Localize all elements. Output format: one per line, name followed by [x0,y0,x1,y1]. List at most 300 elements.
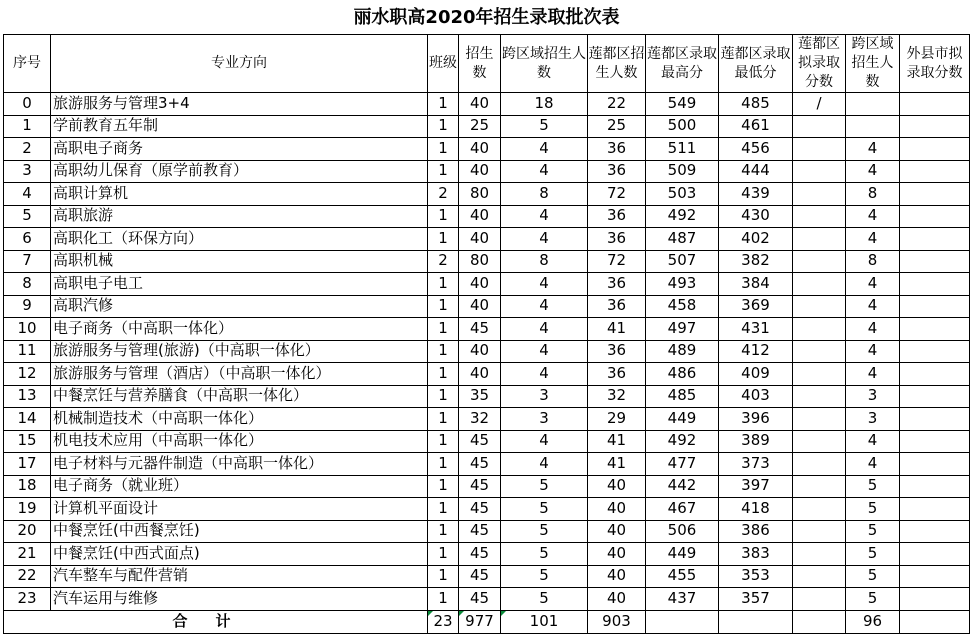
cell-liandu[interactable]: 36 [588,363,646,386]
cell-plan[interactable] [793,475,846,498]
cell-no[interactable]: 23 [4,588,51,611]
cell-max[interactable]: 487 [646,228,719,251]
cell-enroll[interactable]: 45 [459,543,501,566]
cell-cross2[interactable]: 4 [846,295,900,318]
cell-max[interactable]: 477 [646,453,719,476]
cell-min[interactable]: 353 [719,565,793,588]
table-row [4,453,970,476]
cell-max[interactable]: 503 [646,183,719,206]
cell-no[interactable]: 1 [4,115,51,138]
cell-classes[interactable]: 1 [428,408,459,431]
cell-cross[interactable]: 5 [501,543,588,566]
cell-classes[interactable]: 1 [428,588,459,611]
table-row [4,295,970,318]
cell-major[interactable]: 电子商务（就业班） [51,475,428,498]
cell-cross2[interactable]: 5 [846,520,900,543]
cell-county[interactable] [900,543,970,566]
header-no[interactable]: 序号 [4,35,51,93]
cell-cross2[interactable]: 4 [846,453,900,476]
cell-plan[interactable] [793,183,846,206]
cell-no[interactable]: 18 [4,475,51,498]
cell-county[interactable] [900,183,970,206]
cell-county[interactable] [900,93,970,116]
cell-min[interactable]: 397 [719,475,793,498]
table-row [4,340,970,363]
table-row [4,93,970,116]
cell-enroll[interactable]: 40 [459,295,501,318]
cell-major[interactable]: 中餐烹饪与营养膳食（中高职一体化） [51,385,428,408]
cell-county[interactable] [900,588,970,611]
cell-liandu[interactable]: 36 [588,295,646,318]
cell-cross[interactable]: 4 [501,363,588,386]
cell-plan[interactable] [793,408,846,431]
error-indicator-icon [501,611,506,616]
cell-max[interactable]: 442 [646,475,719,498]
cell-no[interactable]: 22 [4,565,51,588]
cell-county[interactable] [900,115,970,138]
cell-min[interactable]: 386 [719,520,793,543]
cell-major[interactable]: 高职电子电工 [51,273,428,296]
cell-cross[interactable]: 4 [501,453,588,476]
cell-max[interactable]: 506 [646,520,719,543]
cell-enroll[interactable]: 80 [459,183,501,206]
cell-plan[interactable] [793,318,846,341]
cell-classes[interactable]: 1 [428,340,459,363]
table-row [4,273,970,296]
cell-liandu[interactable]: 36 [588,205,646,228]
cell-major[interactable]: 高职电子商务 [51,138,428,161]
cell-liandu[interactable]: 36 [588,273,646,296]
cell-classes[interactable]: 1 [428,430,459,453]
cell-enroll[interactable]: 45 [459,453,501,476]
cell-cross2[interactable]: 3 [846,408,900,431]
cell-cross[interactable]: 3 [501,408,588,431]
cell-cross[interactable]: 4 [501,205,588,228]
cell-liandu[interactable]: 32 [588,385,646,408]
cell-enroll[interactable]: 32 [459,408,501,431]
cell-no[interactable]: 13 [4,385,51,408]
cell-cross[interactable]: 4 [501,228,588,251]
cell-classes[interactable]: 1 [428,453,459,476]
table-row [4,363,970,386]
cell-cross2[interactable]: 4 [846,138,900,161]
cell-cross2[interactable]: 4 [846,273,900,296]
cell-classes[interactable]: 2 [428,250,459,273]
cell-no[interactable]: 11 [4,340,51,363]
cell-max[interactable]: 509 [646,160,719,183]
total-row [4,610,970,633]
cell-classes[interactable]: 1 [428,205,459,228]
cell-plan[interactable] [793,588,846,611]
cell-cross[interactable]: 4 [501,318,588,341]
cell-cross[interactable]: 5 [501,588,588,611]
cell-min[interactable]: 444 [719,160,793,183]
cell-no[interactable]: 7 [4,250,51,273]
table-row [4,205,970,228]
cell-plan[interactable]: / [793,93,846,116]
cell-min[interactable]: 382 [719,250,793,273]
cell-county[interactable] [900,228,970,251]
cell-cross[interactable]: 4 [501,295,588,318]
cell-min[interactable]: 431 [719,318,793,341]
cell-cross2[interactable]: 5 [846,543,900,566]
cell-max[interactable]: 549 [646,93,719,116]
cell-cross[interactable]: 8 [501,183,588,206]
cell-enroll[interactable]: 45 [459,430,501,453]
cell-cross[interactable]: 5 [501,475,588,498]
cell-plan[interactable] [793,138,846,161]
cell-liandu[interactable]: 72 [588,250,646,273]
cell-major[interactable]: 机械制造技术（中高职一体化） [51,408,428,431]
cell-min[interactable]: 402 [719,228,793,251]
cell-classes[interactable]: 1 [428,475,459,498]
cell-max[interactable]: 485 [646,385,719,408]
header-plan[interactable]: 莲都区拟录取分数 [793,35,846,93]
cell-major[interactable]: 旅游服务与管理(旅游)（中高职一体化） [51,340,428,363]
cell-plan[interactable] [793,430,846,453]
cell-plan[interactable] [793,565,846,588]
header-enroll[interactable]: 招生数 [459,35,501,93]
table-row [4,318,970,341]
cell-county[interactable] [900,453,970,476]
cell-max[interactable]: 449 [646,408,719,431]
header-max[interactable]: 莲都区录取最高分 [646,35,719,93]
cell-max[interactable]: 493 [646,273,719,296]
header-min[interactable]: 莲都区录取最低分 [719,35,793,93]
cell-classes[interactable]: 1 [428,363,459,386]
cell-max[interactable]: 486 [646,363,719,386]
cell-classes[interactable]: 1 [428,295,459,318]
cell-enroll[interactable]: 40 [459,93,501,116]
cell-min[interactable]: 461 [719,115,793,138]
cell-classes[interactable]: 2 [428,183,459,206]
cell-min[interactable]: 456 [719,138,793,161]
cell-cross[interactable]: 4 [501,273,588,296]
cell-classes[interactable]: 1 [428,498,459,521]
error-indicator-icon [428,611,433,616]
cell-min[interactable]: 373 [719,453,793,476]
cell-liandu[interactable]: 36 [588,138,646,161]
cell-enroll[interactable]: 45 [459,565,501,588]
cell-enroll[interactable]: 45 [459,588,501,611]
cell-min[interactable]: 384 [719,273,793,296]
cell-major[interactable]: 高职机械 [51,250,428,273]
cell-max[interactable]: 507 [646,250,719,273]
cell-major[interactable]: 高职化工（环保方向） [51,228,428,251]
cell-county[interactable] [900,408,970,431]
cell-max[interactable]: 449 [646,543,719,566]
cell-county[interactable] [900,565,970,588]
cell-major[interactable]: 计算机平面设计 [51,498,428,521]
cell-enroll[interactable]: 40 [459,160,501,183]
cell-cross2[interactable]: 5 [846,588,900,611]
cell-major[interactable]: 学前教育五年制 [51,115,428,138]
cell-max[interactable]: 492 [646,205,719,228]
cell-enroll[interactable]: 45 [459,520,501,543]
table-row [4,498,970,521]
cell-cross2[interactable]: 4 [846,160,900,183]
table-row [4,115,970,138]
header-major[interactable]: 专业方向 [51,35,428,93]
cell-major[interactable]: 旅游服务与管理（酒店）（中高职一体化） [51,363,428,386]
cell-cross2[interactable]: 4 [846,318,900,341]
cell-liandu[interactable]: 40 [588,588,646,611]
cell-plan[interactable] [793,205,846,228]
table-row [4,543,970,566]
cell-plan[interactable] [793,543,846,566]
cell-cross2[interactable]: 5 [846,498,900,521]
cell-cross2[interactable]: 8 [846,183,900,206]
cell-county[interactable] [900,475,970,498]
cell-no[interactable]: 21 [4,543,51,566]
cell-classes[interactable]: 1 [428,93,459,116]
cell-no[interactable]: 2 [4,138,51,161]
cell-max[interactable]: 500 [646,115,719,138]
cell-major[interactable]: 高职计算机 [51,183,428,206]
cell-cross[interactable]: 3 [501,385,588,408]
cell-county[interactable] [900,520,970,543]
cell-county[interactable] [900,385,970,408]
table-row [4,475,970,498]
total-cross[interactable]: 101 [501,610,588,633]
cell-enroll[interactable]: 80 [459,250,501,273]
cell-min[interactable]: 430 [719,205,793,228]
cell-no[interactable]: 14 [4,408,51,431]
cell-cross[interactable]: 4 [501,430,588,453]
cell-county[interactable] [900,160,970,183]
cell-cross2[interactable]: 4 [846,340,900,363]
cell-liandu[interactable]: 72 [588,183,646,206]
cell-cross[interactable]: 4 [501,160,588,183]
cell-max[interactable]: 497 [646,318,719,341]
cell-classes[interactable]: 1 [428,138,459,161]
cell-no[interactable]: 15 [4,430,51,453]
cell-min[interactable]: 418 [719,498,793,521]
cell-min[interactable]: 389 [719,430,793,453]
cell-major[interactable]: 机电技术应用（中高职一体化） [51,430,428,453]
cell-county[interactable] [900,138,970,161]
cell-plan[interactable] [793,295,846,318]
cell-max[interactable]: 489 [646,340,719,363]
cell-cross[interactable]: 5 [501,520,588,543]
cell-liandu[interactable]: 22 [588,93,646,116]
cell-cross2[interactable] [846,93,900,116]
cell-max[interactable]: 458 [646,295,719,318]
cell-min[interactable]: 403 [719,385,793,408]
cell-classes[interactable]: 1 [428,160,459,183]
cell-no[interactable]: 8 [4,273,51,296]
cell-cross2[interactable]: 4 [846,228,900,251]
cell-major[interactable]: 电子材料与元器件制造（中高职一体化） [51,453,428,476]
cell-plan[interactable] [793,453,846,476]
cell-min[interactable]: 383 [719,543,793,566]
total-classes[interactable]: 23 [428,610,459,633]
cell-no[interactable]: 4 [4,183,51,206]
cell-plan[interactable] [793,273,846,296]
table-title[interactable]: 丽水职高2020年招生录取批次表 [4,2,970,35]
total-enroll[interactable]: 977 [459,610,501,633]
table-row [4,228,970,251]
header-cross2[interactable]: 跨区域招生人数 [846,35,900,93]
cell-cross2[interactable]: 4 [846,363,900,386]
cell-classes[interactable]: 1 [428,228,459,251]
cell-liandu[interactable]: 36 [588,340,646,363]
cell-liandu[interactable]: 41 [588,430,646,453]
table-row [4,430,970,453]
cell-county[interactable] [900,205,970,228]
cell-plan[interactable] [793,160,846,183]
cell-liandu[interactable]: 41 [588,453,646,476]
cell-liandu[interactable]: 40 [588,520,646,543]
cell-min[interactable]: 485 [719,93,793,116]
cell-enroll[interactable]: 40 [459,363,501,386]
cell-no[interactable]: 5 [4,205,51,228]
cell-cross[interactable]: 8 [501,250,588,273]
cell-cross[interactable]: 4 [501,340,588,363]
cell-enroll[interactable]: 45 [459,475,501,498]
cell-county[interactable] [900,430,970,453]
cell-liandu[interactable]: 40 [588,498,646,521]
cell-cross[interactable]: 5 [501,498,588,521]
cell-plan[interactable] [793,228,846,251]
cell-county[interactable] [900,340,970,363]
cell-classes[interactable]: 1 [428,318,459,341]
cell-classes[interactable]: 1 [428,115,459,138]
cell-max[interactable]: 511 [646,138,719,161]
header-classes[interactable]: 班级 [428,35,459,93]
cell-plan[interactable] [793,340,846,363]
cell-classes[interactable]: 1 [428,543,459,566]
cell-max[interactable]: 467 [646,498,719,521]
cell-county[interactable] [900,273,970,296]
header-county[interactable]: 外县市拟录取分数 [900,35,970,93]
cell-plan[interactable] [793,385,846,408]
title-row [4,2,970,35]
cell-no[interactable]: 12 [4,363,51,386]
header-row [4,35,970,93]
cell-no[interactable]: 10 [4,318,51,341]
cell-enroll[interactable]: 40 [459,273,501,296]
cell-classes[interactable]: 1 [428,565,459,588]
cell-major[interactable]: 汽车运用与维修 [51,588,428,611]
cell-major[interactable]: 高职幼儿保育（原学前教育） [51,160,428,183]
cell-plan[interactable] [793,250,846,273]
cell-min[interactable]: 396 [719,408,793,431]
cell-cross2[interactable]: 3 [846,385,900,408]
total-liandu[interactable]: 903 [588,610,646,633]
cell-cross2[interactable] [846,115,900,138]
cell-no[interactable]: 20 [4,520,51,543]
cell-min[interactable]: 439 [719,183,793,206]
total-label[interactable]: 合计 [4,610,428,633]
cell-max[interactable]: 437 [646,588,719,611]
cell-plan[interactable] [793,115,846,138]
cell-cross[interactable]: 18 [501,93,588,116]
header-liandu[interactable]: 莲都区招生人数 [588,35,646,93]
cell-classes[interactable]: 1 [428,520,459,543]
cell-county[interactable] [900,498,970,521]
cell-classes[interactable]: 1 [428,273,459,296]
cell-enroll[interactable]: 40 [459,340,501,363]
cell-major[interactable]: 中餐烹饪(中西式面点) [51,543,428,566]
cell-county[interactable] [900,250,970,273]
cell-liandu[interactable]: 29 [588,408,646,431]
cell-cross2[interactable]: 4 [846,205,900,228]
cell-cross2[interactable]: 8 [846,250,900,273]
total-plan[interactable] [793,610,846,633]
cell-major[interactable]: 中餐烹饪(中西餐烹饪) [51,520,428,543]
cell-major[interactable]: 旅游服务与管理3+4 [51,93,428,116]
total-county[interactable] [900,610,970,633]
cell-no[interactable]: 9 [4,295,51,318]
cell-county[interactable] [900,363,970,386]
cell-no[interactable]: 6 [4,228,51,251]
cell-max[interactable]: 455 [646,565,719,588]
cell-liandu[interactable]: 40 [588,475,646,498]
cell-enroll[interactable]: 40 [459,205,501,228]
cell-classes[interactable]: 1 [428,385,459,408]
cell-enroll[interactable]: 35 [459,385,501,408]
cell-min[interactable]: 357 [719,588,793,611]
cell-cross[interactable]: 4 [501,138,588,161]
cell-no[interactable]: 17 [4,453,51,476]
table-row [4,588,970,611]
cell-liandu[interactable]: 25 [588,115,646,138]
cell-cross2[interactable]: 5 [846,565,900,588]
cell-liandu[interactable]: 40 [588,543,646,566]
cell-cross[interactable]: 5 [501,565,588,588]
cell-min[interactable]: 412 [719,340,793,363]
cell-major[interactable]: 高职旅游 [51,205,428,228]
total-min[interactable] [719,610,793,633]
cell-cross[interactable]: 5 [501,115,588,138]
cell-plan[interactable] [793,520,846,543]
cell-liandu[interactable]: 40 [588,565,646,588]
cell-max[interactable]: 492 [646,430,719,453]
table-row [4,385,970,408]
cell-enroll[interactable]: 40 [459,228,501,251]
table-row [4,183,970,206]
cell-county[interactable] [900,318,970,341]
table-row [4,250,970,273]
cell-liandu[interactable]: 36 [588,160,646,183]
cell-no[interactable]: 3 [4,160,51,183]
cell-no[interactable]: 19 [4,498,51,521]
cell-county[interactable] [900,295,970,318]
cell-min[interactable]: 409 [719,363,793,386]
table-row [4,565,970,588]
cell-liandu[interactable]: 41 [588,318,646,341]
cell-cross2[interactable]: 5 [846,475,900,498]
cell-plan[interactable] [793,363,846,386]
cell-plan[interactable] [793,498,846,521]
cell-enroll[interactable]: 45 [459,498,501,521]
cell-enroll[interactable]: 25 [459,115,501,138]
cell-major[interactable]: 电子商务（中高职一体化） [51,318,428,341]
total-cross2[interactable]: 96 [846,610,900,633]
cell-enroll[interactable]: 45 [459,318,501,341]
total-max[interactable] [646,610,719,633]
cell-no[interactable]: 0 [4,93,51,116]
cell-cross2[interactable]: 4 [846,430,900,453]
cell-major[interactable]: 汽车整车与配件营销 [51,565,428,588]
cell-liandu[interactable]: 36 [588,228,646,251]
cell-major[interactable]: 高职汽修 [51,295,428,318]
table-row [4,160,970,183]
cell-min[interactable]: 369 [719,295,793,318]
cell-enroll[interactable]: 40 [459,138,501,161]
header-cross[interactable]: 跨区域招生人数 [501,35,588,93]
